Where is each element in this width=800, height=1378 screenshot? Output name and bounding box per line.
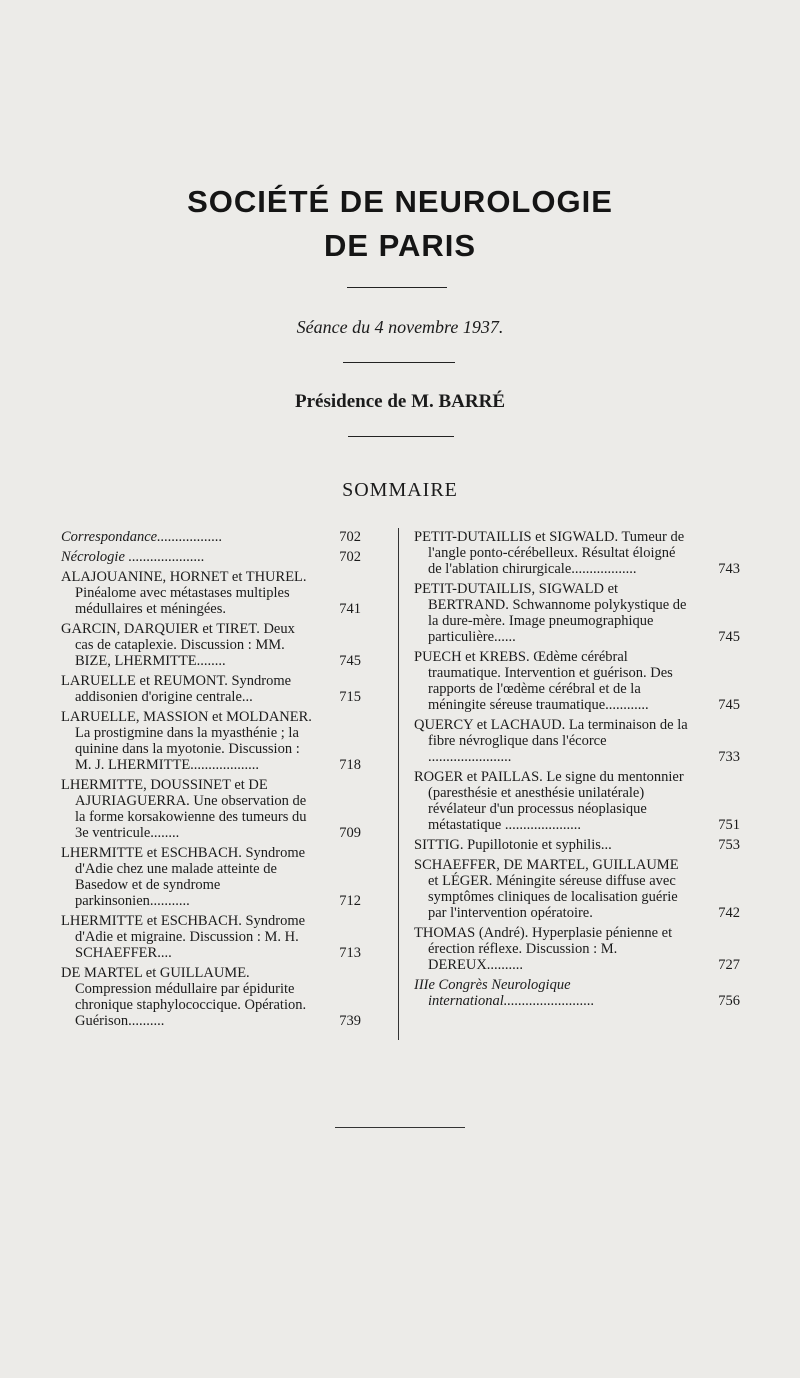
entry-page: 718 <box>339 757 361 773</box>
summary-entry <box>61 569 361 617</box>
entry-text: Correspondance.................. <box>61 529 223 545</box>
summary-entry <box>61 621 361 669</box>
summary-entry <box>414 925 740 973</box>
divider-rule <box>343 362 455 363</box>
column-divider <box>398 528 399 1040</box>
entry-text: PUECH et KREBS. Œdème cérébral traumatique. Intervention et guérison. Des rapports de l'œdème cérébral et de la méningite séreuse traumatique............ <box>414 649 673 713</box>
entry-page: 743 <box>718 561 740 577</box>
entry-text: SCHAEFFER, DE MARTEL, GUILLAUME et LÉGER. Méningite séreuse diffuse avec symptômes cliniques de localisation guérie par l'intervention opératoire. <box>414 857 679 921</box>
bottom-divider-rule <box>335 1127 465 1128</box>
entry-page: 713 <box>339 945 361 961</box>
summary-entry <box>61 777 361 841</box>
entry-page: 727 <box>718 957 740 973</box>
summary-entry <box>414 857 740 921</box>
entry-text: LARUELLE, MASSION et MOLDANER. La prostigmine dans la myasthénie ; la quinine dans la myotonie. Discussion : M. J. LHERMITTE................... <box>61 709 312 773</box>
entry-text: PETIT-DUTAILLIS, SIGWALD et BERTRAND. Schwannome polykystique de la dure-mère. Image pneumographique particulière...... <box>414 581 687 645</box>
entry-page: 756 <box>718 993 740 1009</box>
summary-entry <box>414 581 740 645</box>
entry-page: 745 <box>718 697 740 713</box>
summary-entry <box>414 649 740 713</box>
entry-page: 733 <box>718 749 740 765</box>
entry-text: ROGER et PAILLAS. Le signe du mentonnier (paresthésie et anesthésie unilatérale) révélateur d'un processus néoplasique métastatique ..................... <box>414 769 684 833</box>
entry-page: 709 <box>339 825 361 841</box>
entry-text: SITTIG. Pupillotonie et syphilis... <box>414 837 612 853</box>
summary-entry <box>414 977 740 1009</box>
society-title-line-1: SOCIÉTÉ DE NEUROLOGIE <box>187 184 613 219</box>
summary-entry <box>61 845 361 909</box>
entry-page: 739 <box>339 1013 361 1029</box>
entry-page: 715 <box>339 689 361 705</box>
entry-page: 741 <box>339 601 361 617</box>
society-title-line-2: DE PARIS <box>323 228 477 263</box>
entry-text: IIIe Congrès Neurologique international......................... <box>414 977 595 1009</box>
entry-page: 751 <box>718 817 740 833</box>
entry-text: LHERMITTE et ESCHBACH. Syndrome d'Adie et migraine. Discussion : M. H. SCHAEFFER.... <box>61 913 306 961</box>
summary-entry <box>414 717 740 765</box>
entry-text: LARUELLE et REUMONT. Syndrome addisonien d'origine centrale... <box>61 673 292 705</box>
entry-text: ALAJOUANINE, HORNET et THUREL. Pinéalome avec métastases multiples médullaires et méningées. <box>61 569 307 617</box>
summary-entry <box>61 529 361 545</box>
entry-page: 745 <box>718 629 740 645</box>
summary-entry <box>61 673 361 705</box>
sommaire-heading: SOMMAIRE <box>342 479 458 501</box>
entry-page: 702 <box>339 549 361 565</box>
summary-entry <box>61 913 361 961</box>
entry-page: 702 <box>339 529 361 545</box>
divider-rule <box>347 287 447 288</box>
entry-text: Nécrologie ..................... <box>61 549 205 565</box>
summary-column-left <box>61 529 361 1033</box>
presidence-line: Présidence de M. BARRÉ <box>294 391 506 412</box>
summary-column-right <box>414 529 740 1013</box>
summary-entry <box>414 769 740 833</box>
summary-entry <box>61 549 361 565</box>
summary-entry <box>61 965 361 1029</box>
entry-text: QUERCY et LACHAUD. La terminaison de la fibre névroglique dans l'écorce ....................... <box>414 717 688 765</box>
entry-page: 742 <box>718 905 740 921</box>
entry-page: 712 <box>339 893 361 909</box>
entry-text: GARCIN, DARQUIER et TIRET. Deux cas de cataplexie. Discussion : MM. BIZE, LHERMITTE........ <box>61 621 295 669</box>
divider-rule <box>348 436 454 437</box>
entry-text: LHERMITTE, DOUSSINET et DE AJURIAGUERRA. Une observation de la forme korsakowienne des tumeurs du 3e ventricule........ <box>61 777 307 841</box>
summary-entry <box>414 529 740 577</box>
entry-page: 753 <box>718 837 740 853</box>
summary-entry <box>414 837 740 853</box>
entry-text: PETIT-DUTAILLIS et SIGWALD. Tumeur de l'angle ponto-cérébelleux. Résultat éloigné de l'ablation chirurgicale.................. <box>414 529 685 577</box>
seance-date: Séance du 4 novembre 1937. <box>296 317 504 337</box>
entry-page: 745 <box>339 653 361 669</box>
summary-entry <box>61 709 361 773</box>
entry-text: THOMAS (André). Hyperplasie pénienne et érection réflexe. Discussion : M. DEREUX.......... <box>414 925 673 973</box>
entry-text: LHERMITTE et ESCHBACH. Syndrome d'Adie chez une malade atteinte de Basedow et de syndrome parkinsonien........... <box>61 845 306 909</box>
entry-text: DE MARTEL et GUILLAUME. Compression médullaire par épidurite chronique staphylococcique. Opération. Guérison.......... <box>61 965 307 1029</box>
